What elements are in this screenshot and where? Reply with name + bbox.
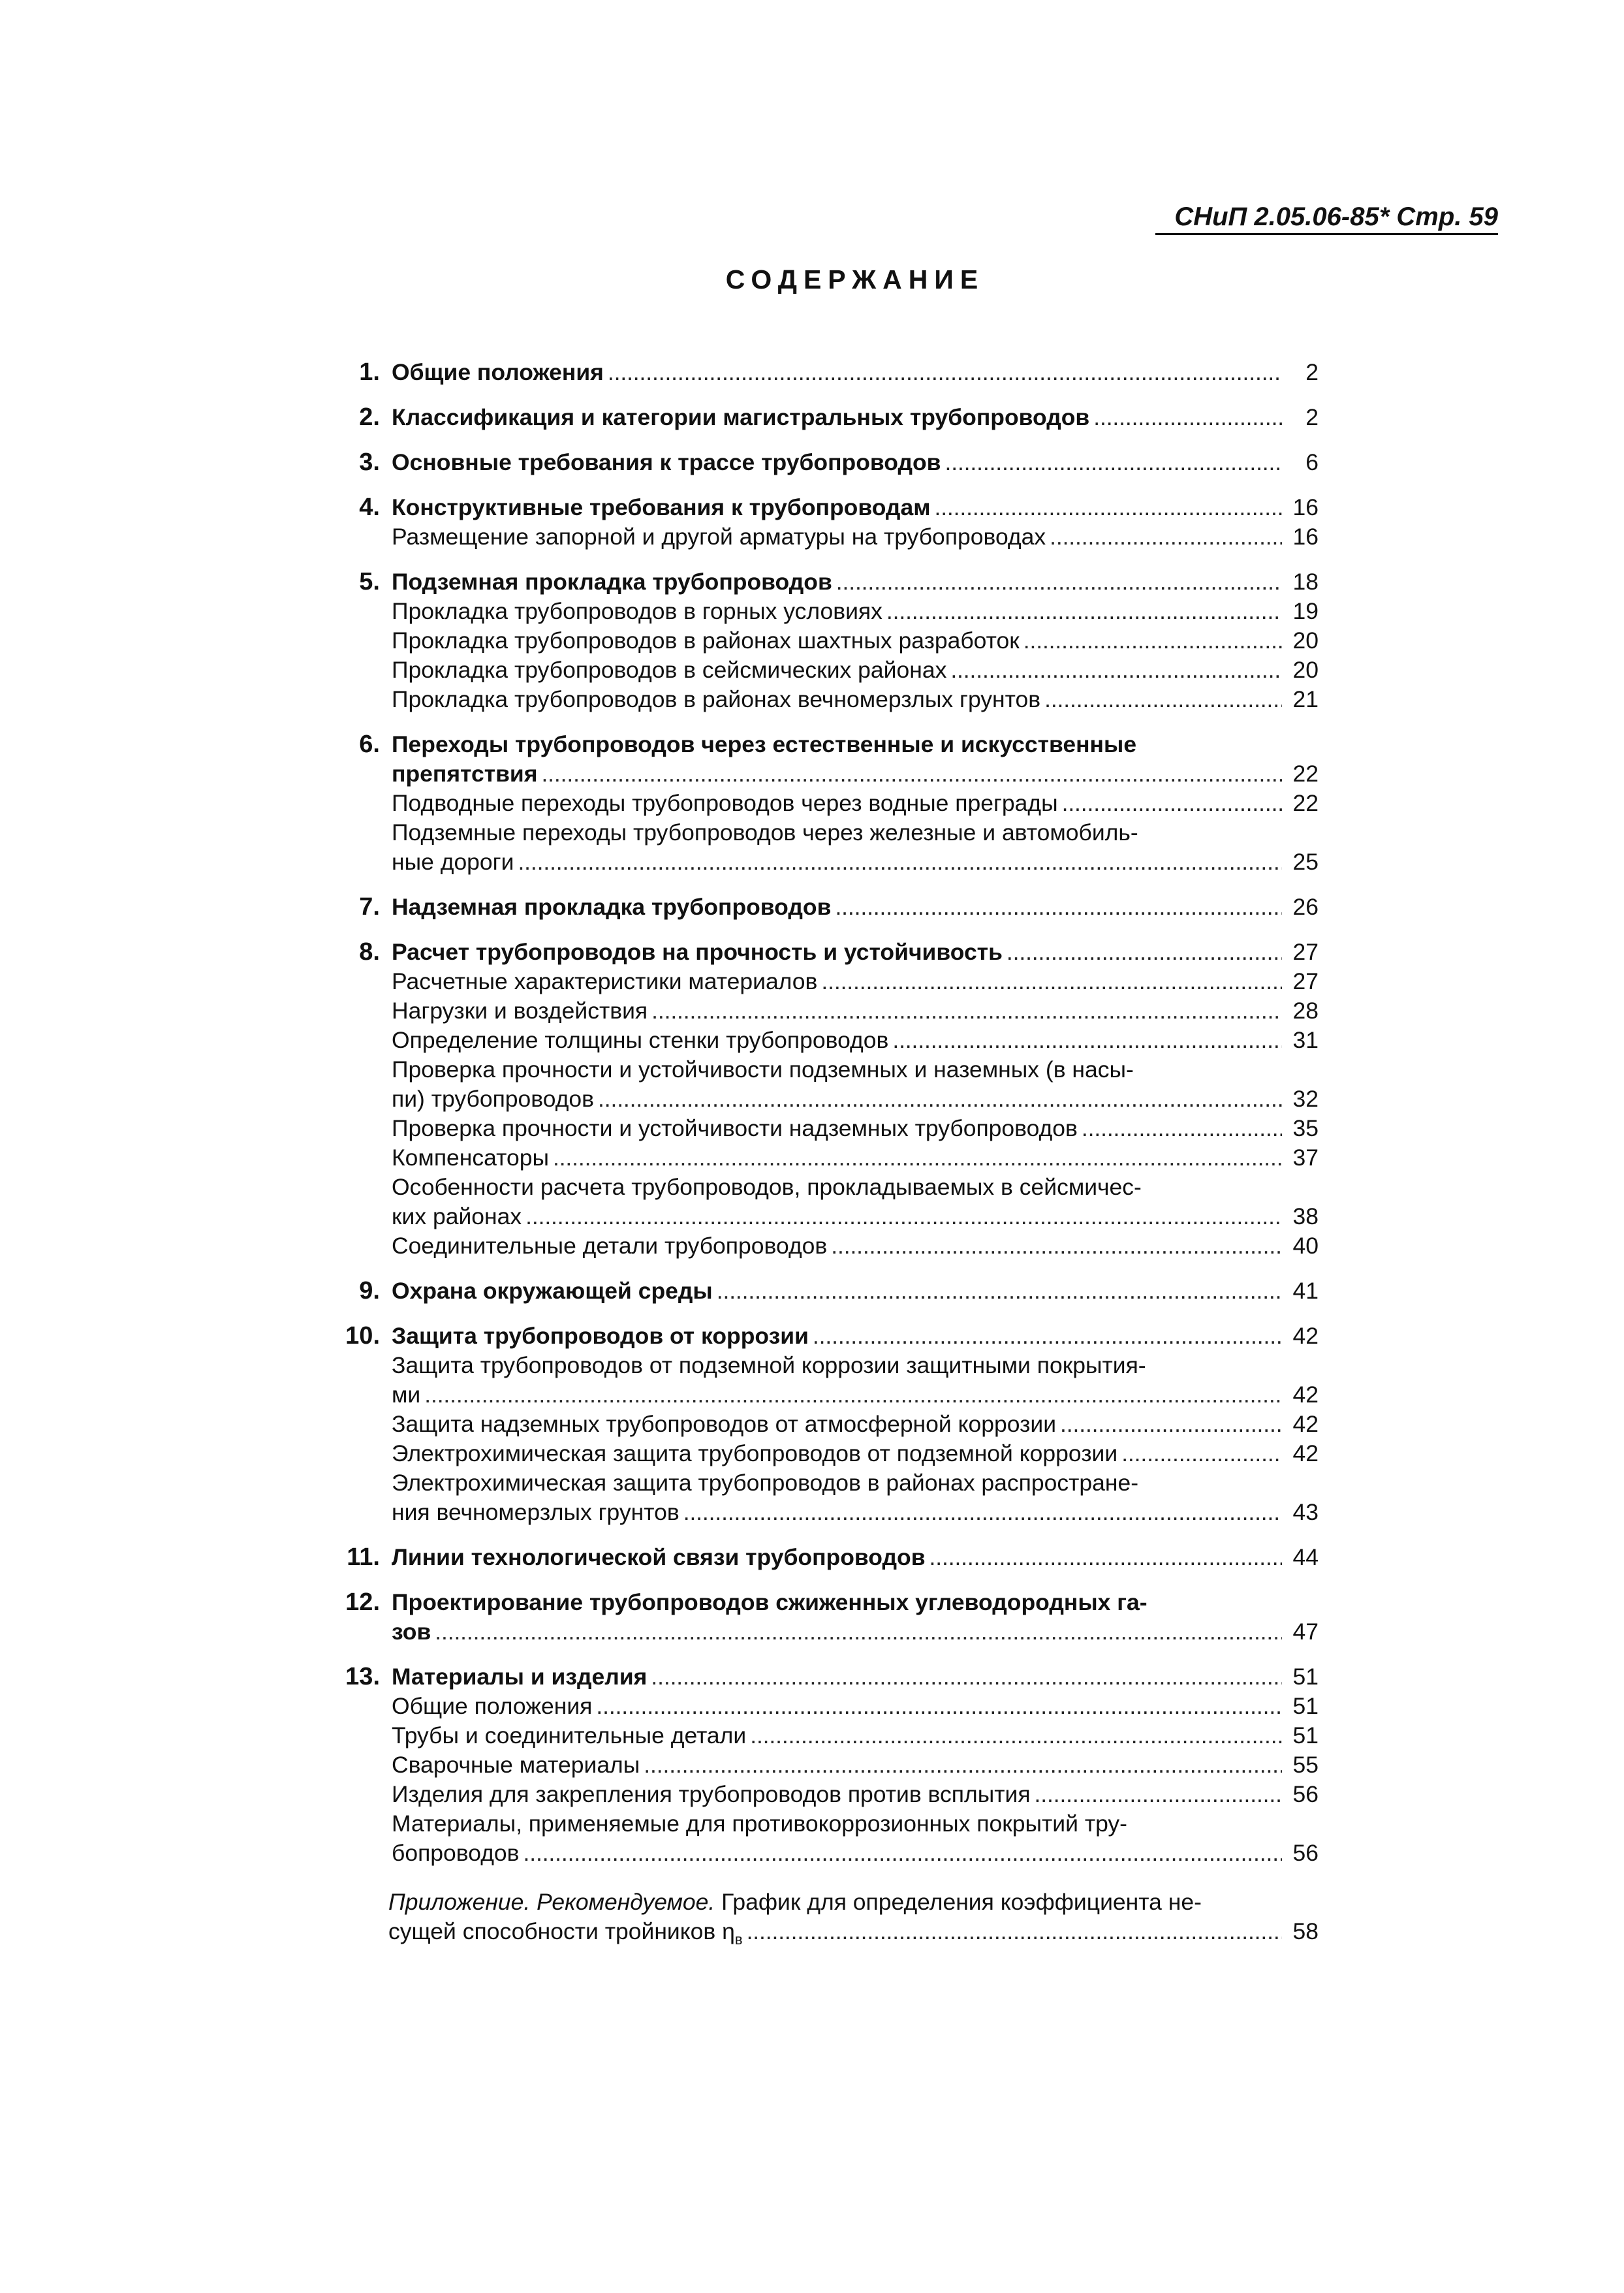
toc-subsection [392,818,1319,877]
leader-dots [831,1231,1282,1261]
page-number: 32 [1292,1086,1319,1112]
entry-title: Защита надземных трубопроводов от атмосферной коррозии [392,1411,1057,1437]
leader-dots [683,1498,1282,1527]
leader-dots [596,1692,1282,1721]
entry-title: Прокладка трубопроводов в горных условиях [392,598,882,624]
toc-subsection [392,1721,1319,1750]
leader-dots [525,1202,1282,1231]
entry-title: ких районах [392,1203,522,1229]
leader-dots [717,1276,1282,1306]
entry-title: Прокладка трубопроводов в сейсмических районах [392,657,947,683]
page-number: 38 [1292,1203,1319,1229]
appendix-page: 58 [1292,1918,1319,1944]
leader-dots [836,567,1282,597]
toc-subsection [392,626,1319,656]
entry-title: Общие положения [392,359,604,385]
leader-dots [1082,1114,1282,1143]
entry-line1: Подземные переходы трубопроводов через железные и автомобиль- [392,819,1138,846]
leader-dots [950,656,1282,685]
page-number: 41 [1292,1278,1319,1304]
page-number: 19 [1292,598,1319,624]
section-number: 12. [345,1589,380,1616]
entry-title: Общие положения [392,1693,593,1719]
page-number: 26 [1292,894,1319,920]
entry-title: Компенсаторы [392,1145,549,1171]
toc-section [345,1662,1319,1692]
toc-subsection [392,597,1319,626]
leader-dots [541,759,1282,789]
toc-subsection [392,656,1319,685]
entry-line1: Особенности расчета трубопроводов, прокладываемых в сейсмичес- [392,1174,1142,1200]
entry-title: Охрана окружающей среды [392,1278,713,1304]
toc-section [359,448,1319,477]
page-number: 42 [1292,1382,1319,1408]
page-number: 37 [1292,1145,1319,1171]
toc-subsection [392,1780,1319,1809]
appendix-line2: сущей способности тройников η [388,1918,735,1944]
leader-dots [1060,1410,1282,1439]
entry-title: Изделия для закрепления трубопроводов против всплытия [392,1781,1031,1807]
leader-dots [929,1543,1282,1572]
page-number: 42 [1292,1411,1319,1437]
leader-dots [892,1026,1282,1055]
entry-title: Сварочные материалы [392,1752,640,1778]
toc-subsection [392,1750,1319,1780]
toc-subsection [392,522,1319,552]
toc-section [345,1321,1319,1351]
entry-title: бопроводов [392,1840,520,1866]
entry-line1: Переходы трубопроводов через естественные и искусственные [392,731,1137,757]
page-number: 16 [1292,524,1319,550]
entry-line1: Проверка прочности и устойчивости подземных и наземных (в насы- [392,1056,1134,1083]
leader-dots [1050,522,1282,552]
toc-section [359,730,1319,789]
page-number: 20 [1292,657,1319,683]
toc-subsection [392,1026,1319,1055]
toc-appendix [388,1888,1319,1954]
entry-title: препятствия [392,761,538,787]
toc-subsection [392,1114,1319,1143]
entry-title: пи) трубопроводов [392,1086,595,1112]
toc-subsection [392,1231,1319,1261]
entry-title: Электрохимическая защита трубопроводов от подземной коррозии [392,1440,1118,1466]
document-header: СНиП 2.05.06-85* Стр. 59 [1155,202,1498,235]
page-number: 28 [1292,998,1319,1024]
leader-dots [1044,685,1282,714]
page-number: 2 [1305,359,1319,385]
section-number: 13. [345,1663,380,1690]
page-number: 20 [1292,627,1319,654]
appendix-line1: График для определения коэффициента не- [715,1889,1202,1915]
toc-subsection [392,1173,1319,1231]
toc-subsection [392,1143,1319,1173]
toc-section [347,1543,1319,1572]
toc-section [359,403,1319,432]
page-number: 40 [1292,1233,1319,1259]
leader-dots [886,597,1282,626]
leader-dots [1121,1439,1282,1468]
section-number: 5. [359,568,380,595]
leader-dots [1035,1780,1282,1809]
leader-dots [945,448,1283,477]
entry-title: зов [392,1619,431,1645]
page-number: 21 [1292,686,1319,712]
toc-section [345,1588,1319,1647]
toc-subsection [392,1468,1319,1527]
leader-dots [553,1143,1282,1173]
toc-subsection [392,1692,1319,1721]
section-number: 7. [359,893,380,921]
entry-line1: Защита трубопроводов от подземной коррозии защитными покрытия- [392,1352,1146,1378]
entry-title: ные дороги [392,849,514,875]
toc-section [359,893,1319,922]
toc-section [359,358,1319,387]
entry-title: Основные требования к трассе трубопроводов [392,449,941,475]
page-number: 6 [1305,449,1319,475]
leader-dots [435,1617,1282,1647]
toc-subsection [392,1055,1319,1114]
entry-title: Материалы и изделия [392,1664,648,1690]
page-number: 22 [1292,761,1319,787]
toc-subsection [392,1410,1319,1439]
page-number: 18 [1292,569,1319,595]
toc-subsection [392,1809,1319,1868]
toc-section [359,567,1319,597]
entry-line1: Проектирование трубопроводов сжиженных углеводородных га- [392,1589,1148,1615]
page-number: 55 [1292,1752,1319,1778]
page-number: 42 [1292,1440,1319,1466]
leader-dots [598,1084,1282,1114]
leader-dots [523,1839,1282,1868]
section-number: 11. [347,1543,380,1571]
entry-title: ми [392,1382,421,1408]
entry-title: Определение толщины стенки трубопроводов [392,1027,889,1053]
leader-dots [424,1380,1282,1410]
table-of-contents [345,358,1319,1954]
leader-dots [821,967,1282,996]
entry-line1: Электрохимическая защита трубопроводов в районах распростране- [392,1470,1139,1496]
page-number: 31 [1292,1027,1319,1053]
page-number: 27 [1292,968,1319,994]
entry-title: Подземная прокладка трубопроводов [392,569,832,595]
page-number: 56 [1292,1781,1319,1807]
toc-subsection [392,685,1319,714]
page-number: 16 [1292,494,1319,520]
section-number: 9. [359,1277,380,1305]
page-number: 51 [1292,1693,1319,1719]
page-number: 51 [1292,1722,1319,1748]
entry-title: Линии технологической связи трубопроводов [392,1544,926,1570]
appendix-subscript: в [734,1931,743,1948]
toc-subsection [392,996,1319,1026]
entry-title: Расчетные характеристики материалов [392,968,818,994]
page-number: 47 [1292,1619,1319,1645]
toc-section [359,938,1319,967]
entry-title: Размещение запорной и другой арматуры на трубопроводах [392,524,1046,550]
leader-dots [747,1917,1282,1946]
page-number: 43 [1292,1499,1319,1525]
entry-title: Соединительные детали трубопроводов [392,1233,828,1259]
page-number: 27 [1292,939,1319,965]
leader-dots [1023,626,1282,656]
section-number: 10. [345,1322,380,1350]
section-number: 1. [359,358,380,386]
entry-title: Прокладка трубопроводов в районах вечномерзлых грунтов [392,686,1041,712]
leader-dots [750,1721,1282,1750]
appendix-label: Приложение. Рекомендуемое. [388,1889,715,1915]
leader-dots [1093,403,1282,432]
leader-dots [651,1662,1282,1692]
toc-subsection [392,1439,1319,1468]
leader-dots [651,996,1282,1026]
entry-title: Конструктивные требования к трубопроводам [392,494,931,520]
entry-line1: Материалы, применяемые для противокоррозионных покрытий тру- [392,1811,1128,1837]
page-number: 25 [1292,849,1319,875]
page-title: СОДЕРЖАНИЕ [725,264,985,294]
page-number: 22 [1292,790,1319,816]
entry-title: Проверка прочности и устойчивости надземных трубопроводов [392,1115,1078,1141]
leader-dots [644,1750,1282,1780]
toc-section [359,493,1319,522]
entry-title: Подводные переходы трубопроводов через водные преграды [392,790,1058,816]
leader-dots [835,893,1282,922]
toc-section [359,1276,1319,1306]
leader-dots [934,493,1282,522]
leader-dots [813,1321,1282,1351]
section-number: 6. [359,731,380,758]
toc-subsection [392,789,1319,818]
leader-dots [1007,938,1282,967]
entry-title: Расчет трубопроводов на прочность и устойчивость [392,939,1003,965]
entry-title: Надземная прокладка трубопроводов [392,894,832,920]
entry-title: Трубы и соединительные детали [392,1722,747,1748]
toc-subsection [392,967,1319,996]
toc-subsection [392,1351,1319,1410]
page-number: 2 [1305,404,1319,430]
page-number: 56 [1292,1840,1319,1866]
page-number: 35 [1292,1115,1319,1141]
entry-title: ния вечномерзлых грунтов [392,1499,679,1525]
entry-title: Классификация и категории магистральных трубопроводов [392,404,1090,430]
section-number: 8. [359,938,380,966]
page-number: 42 [1292,1323,1319,1349]
page-number: 51 [1292,1664,1319,1690]
leader-dots [608,358,1282,387]
leader-dots [1062,789,1282,818]
section-number: 3. [359,449,380,476]
page-number: 44 [1292,1544,1319,1570]
leader-dots [518,847,1282,877]
section-number: 2. [359,403,380,431]
section-number: 4. [359,494,380,521]
entry-title: Защита трубопроводов от коррозии [392,1323,809,1349]
entry-title: Нагрузки и воздействия [392,998,648,1024]
entry-title: Прокладка трубопроводов в районах шахтных разработок [392,627,1020,654]
